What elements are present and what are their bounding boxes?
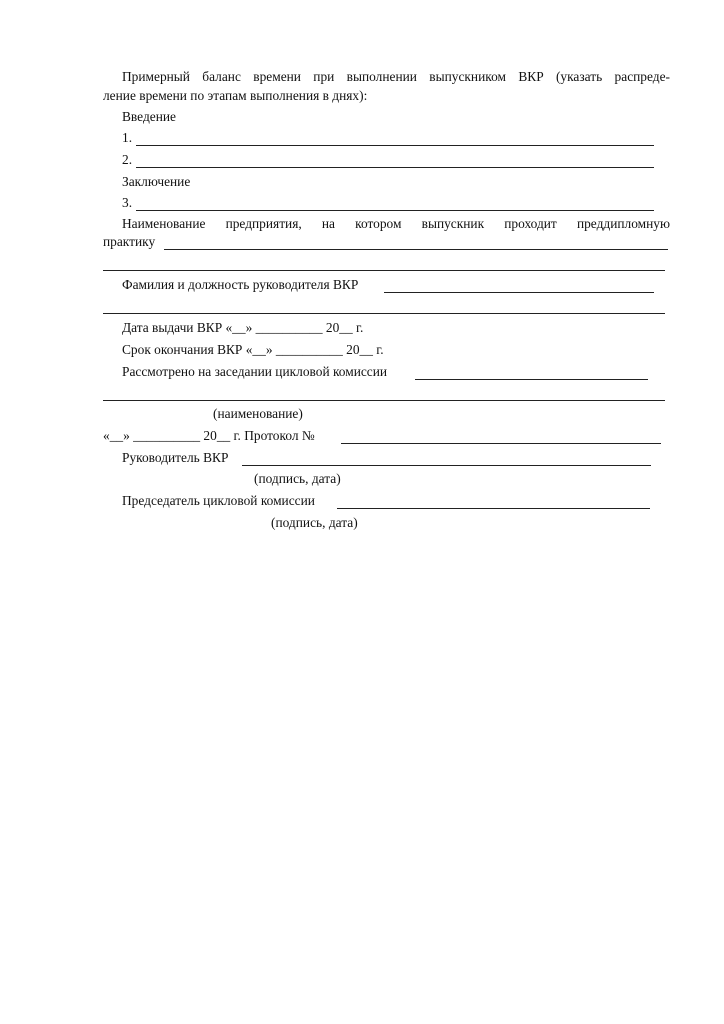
conclusion-label: Заключение <box>122 174 191 189</box>
enterprise-blank-2[interactable] <box>103 270 665 271</box>
supervisor-sign-blank[interactable] <box>242 465 651 466</box>
item-1-label: 1. <box>122 130 133 145</box>
sign-caption-chairman: (подпись, дата) <box>271 515 358 530</box>
intro-label: Введение <box>122 109 176 124</box>
chairman-sign-blank[interactable] <box>337 508 650 509</box>
reviewed-blank-2[interactable] <box>103 400 665 401</box>
enterprise-text-line-2: практику <box>103 234 156 249</box>
item-3-blank[interactable] <box>136 210 654 211</box>
item-3-label: 3. <box>122 195 133 210</box>
item-2-label: 2. <box>122 152 133 167</box>
supervisor-label: Руководитель ВКР <box>122 450 229 465</box>
supervisor-name-blank-1[interactable] <box>384 292 654 293</box>
protocol-line: «__» __________ 20__ г. Протокол № <box>103 428 315 443</box>
issue-date-line: Дата выдачи ВКР «__» __________ 20__ г. <box>122 320 364 335</box>
chairman-label: Председатель цикловой комиссии <box>122 493 315 508</box>
item-2-blank[interactable] <box>136 167 654 168</box>
name-caption: (наименование) <box>213 406 303 421</box>
protocol-blank[interactable] <box>341 443 661 444</box>
end-date-line: Срок окончания ВКР «__» __________ 20__ г. <box>122 342 384 357</box>
item-1-blank[interactable] <box>136 145 654 146</box>
reviewed-blank-1[interactable] <box>415 379 648 380</box>
balance-text-line-1: Примерный баланс времени при выполнении выпускником ВКР (указать распреде- <box>122 69 670 84</box>
supervisor-name-label: Фамилия и должность руководителя ВКР <box>122 277 359 292</box>
supervisor-name-blank-2[interactable] <box>103 313 665 314</box>
reviewed-label: Рассмотрено на заседании цикловой комиссии <box>122 364 388 379</box>
enterprise-blank-1[interactable] <box>164 249 668 250</box>
balance-text-line-2: ление времени по этапам выполнения в днях): <box>103 88 368 103</box>
enterprise-text-line-1: Наименование предприятия, на котором выпускник проходит преддипломную <box>122 216 670 231</box>
sign-caption-supervisor: (подпись, дата) <box>254 471 341 486</box>
